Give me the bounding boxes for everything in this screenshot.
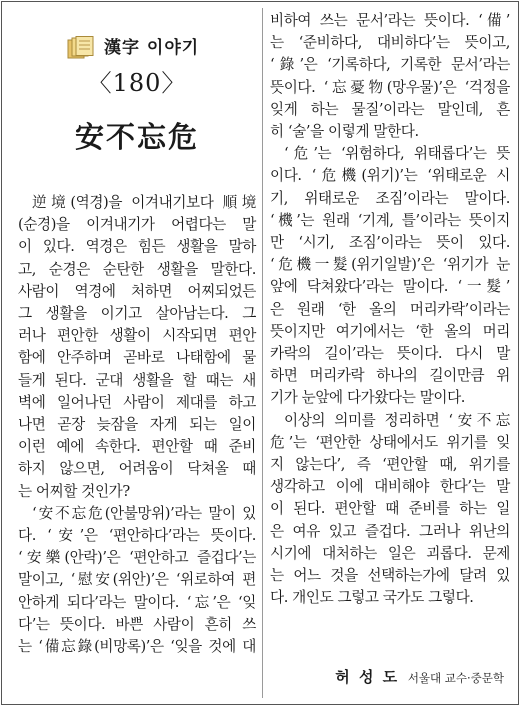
text-line: 카락의 길이’라는 뜻이다. 다시 말: [270, 345, 510, 363]
left-body-text: [18, 192, 256, 658]
text-line: 생각하고 이에 대비해야 한다’는 말: [270, 478, 510, 496]
text-line: 잊게 하는 물질’이라는 말인데, 흔: [270, 100, 510, 118]
text-line: 앞에 닥쳐왔다’라는 말이다. ‘一髮’: [270, 278, 510, 296]
text-line: 이런 예에 속한다. 편안할 때 준비: [18, 438, 256, 456]
text-line: 하지 않으면, 어려움이 닥쳐올 때: [18, 460, 256, 478]
author-affiliation: 서울대 교수·중문학: [407, 671, 504, 685]
text-line: ‘機’는 원래 ‘기계, 틀’이라는 뜻이지: [270, 211, 510, 229]
text-line: 지 않는다’, 즉 ‘편안할 때, 위기를: [270, 456, 510, 474]
text-line: 함에 안주하며 곧바로 나태함에 물: [18, 349, 256, 367]
text-line: 말이고, ‘慰安(위안)’은 ‘위로하여 편: [18, 571, 256, 589]
text-line: 는 어느 것을 선택하는가에 달려 있: [270, 567, 510, 585]
article-page: [1, 1, 519, 705]
text-line: ‘危機一髮(위기일발)’은 ‘위기가 눈: [270, 256, 510, 274]
issue-number: 〈180〉: [87, 69, 187, 97]
text-line: 히 ‘술’을 이렇게 말한다.: [270, 123, 419, 141]
text-line: 다. ‘安’은 ‘편안하다’라는 뜻이다.: [18, 527, 256, 545]
author-name: 허 성 도: [335, 668, 400, 686]
text-line: ‘安不忘危(안불망위)’라는 말이 있: [32, 504, 256, 522]
text-line: 은 여유 있고 즐겁다. 그러나 위난의: [270, 522, 510, 540]
text-line: 는 어찌할 것인가?: [18, 482, 130, 500]
text-line: 만 ‘시기, 조짐’이라는 뜻이 있다.: [270, 234, 510, 252]
text-line: 하면 머리카락 하나의 길이만큼 위: [270, 367, 510, 385]
text-line: 사람이 역경에 처하면 어찌되었든: [18, 282, 256, 300]
article-header: [18, 2, 256, 192]
article-headline: 安不忘危: [74, 120, 199, 154]
right-body-text: [270, 10, 510, 609]
text-line: 다’는 뜻이다. 바쁜 사람이 흔히 쓰: [18, 615, 256, 633]
text-line: 벽에 일어나던 사람이 제대를 하고: [18, 393, 256, 411]
text-line: 기가 눈앞에 다가왔다는 말이다.: [270, 389, 466, 407]
text-line: 뜻이지만 여기에서는 ‘한 올의 머리: [270, 322, 510, 340]
text-line: 그 생활을 이기고 살아남는다. 그: [18, 305, 256, 323]
text-line: 뜻이다. ‘忘憂物(망우물)’은 ‘걱정을: [270, 78, 510, 96]
text-line: 안하게 되다’라는 말이다. ‘忘’은 ‘잊: [18, 593, 256, 611]
text-line: ‘安樂(안락)’은 ‘편안하고 즐겁다’는: [18, 549, 256, 567]
text-line: 이다. ‘危機(위기)’는 ‘위태로운 시: [270, 167, 510, 185]
text-line: 이 된다. 편안할 때 준비를 하는 일: [270, 500, 510, 518]
column-divider: [262, 8, 263, 698]
text-line: 은 원래 ‘한 올의 머리카락’이라는: [270, 300, 510, 318]
text-line: 逆境(역경)을 이겨내기보다 順境: [32, 194, 256, 211]
left-column: [18, 2, 256, 656]
text-line: 나면 곧장 늦잠을 자게 되는 일이: [18, 416, 256, 434]
text-line: (순경)을 이겨내기가 어렵다는 말: [18, 216, 256, 234]
text-line: 러나 편안한 생활이 시작되면 편안: [18, 327, 256, 345]
text-line: 는 ‘備忘錄(비망록)’은 ‘잊을 것에 대: [18, 638, 256, 656]
text-line: 다. 개인도 그렇고 국가도 그렇다.: [270, 589, 474, 607]
text-line: 이 있다. 역경은 힘든 생활을 말하: [18, 238, 256, 256]
text-line: 고, 순경은 순탄한 생활을 말한다.: [18, 260, 256, 278]
text-line: 시기에 대처하는 일은 괴롭다. 문제: [270, 544, 510, 562]
text-line: ‘危’는 ‘위험하다, 위태롭다’는 뜻: [284, 145, 510, 163]
series-heading: [66, 36, 199, 60]
text-line: 비하여 쓰는 문서’라는 뜻이다. ‘備’: [270, 12, 510, 29]
series-title: 漢字 이야기: [104, 37, 200, 58]
text-line: 들게 된다. 군대 생활을 할 때는 새: [18, 371, 256, 389]
text-line: ‘錄’은 ‘기록하다, 기록한 문서’라는: [270, 56, 510, 74]
text-line: 는 ‘준비하다, 대비하다’는 뜻이고,: [270, 34, 510, 52]
author-byline: [335, 666, 504, 689]
text-line: 危’는 ‘편안한 상태에서도 위기를 잊: [270, 433, 510, 451]
text-line: 이상의 의미를 정리하면 ‘安不忘: [284, 411, 510, 429]
text-line: 기, 위태로운 조짐’이라는 말이다.: [270, 189, 510, 207]
scroll-icon: [66, 36, 96, 60]
